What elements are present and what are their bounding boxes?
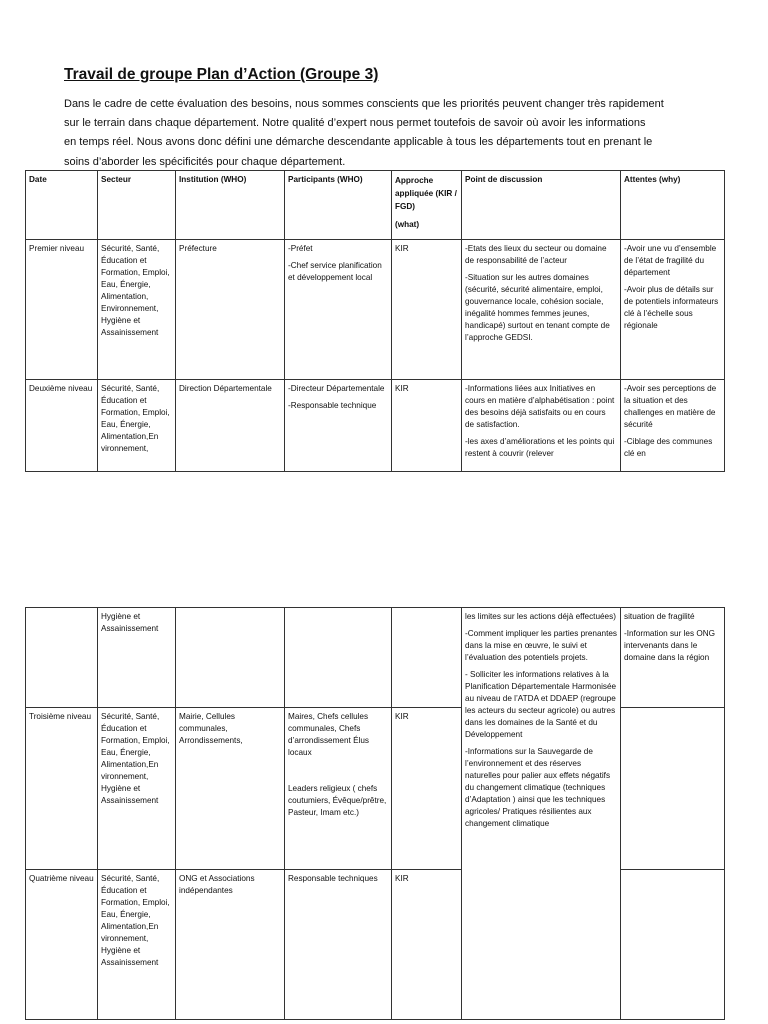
intro-line: en temps réel. Nous avons donc défini une démarche descendante applicable à tous les départements tout en prenant le bbox=[64, 136, 653, 149]
cell-secteur: Sécurité, Santé, Éducation et Formation, Emploi, Eau, Énergie, Alimentation,En vironnement, Hygiène et Assainissement bbox=[98, 708, 176, 870]
cell-attentes bbox=[621, 608, 725, 708]
discussion-point: - Solliciter les informations relatives à la Planification Départementale Harmonisée au niveau de l’ATDA et DDAEP (regroupe les acteurs du secteur agricole) ou autres dans les domaines de la Santé et du Développement bbox=[465, 670, 617, 739]
cell-point-discussion bbox=[462, 608, 621, 1020]
expectation-item: -Avoir ses perceptions de la situation et des challenges en matière de sécurité bbox=[624, 384, 717, 429]
participant-item: Maires, Chefs cellules communales, Chefs d’arrondissement Élus locaux bbox=[288, 712, 370, 757]
header-secteur: Secteur bbox=[98, 171, 176, 240]
intro-line: Dans le cadre de cette évaluation des besoins, nous sommes conscients que les priorités peuvent changer très rapidement bbox=[64, 98, 664, 110]
cell-secteur: Sécurité, Santé, Éducation et Formation, Emploi, Eau, Énergie, Alimentation, Environnement, Hygiène et Assainissement bbox=[98, 240, 176, 380]
discussion-point: -Informations liées aux Initiatives en cours en matière d’alphabétisation : point des besoins déjà satisfaits ou en cours de satisfaction. bbox=[465, 384, 615, 429]
cell-participants bbox=[285, 608, 392, 708]
header-attentes: Attentes (why) bbox=[621, 171, 725, 240]
participant-item: -Préfet bbox=[288, 244, 313, 253]
cell-date: Premier niveau bbox=[26, 240, 98, 380]
header-point-discussion: Point de discussion bbox=[462, 171, 621, 240]
cell-date: Deuxième niveau bbox=[26, 380, 98, 472]
cell-participants bbox=[285, 708, 392, 870]
header-participants: Participants (WHO) bbox=[285, 171, 392, 240]
discussion-point: -Informations sur la Sauvegarde de l’environnement et des réserves naturelles pour palier aux effets négatifs du changement climatique (techniques d’Adaptation ) ainsi que les techniques agricoles/ Pratiques résilientes aux changement climatique bbox=[465, 747, 611, 828]
discussion-point: -les axes d’améliorations et les points qui restent à couvrir (relever bbox=[465, 437, 615, 458]
cell-participants bbox=[285, 380, 392, 472]
table-row bbox=[26, 380, 725, 472]
intro-line: sur le terrain dans chaque département. Notre qualité d’expert nous permet toutefois de savoir où avoir les informations bbox=[64, 117, 646, 130]
cell-approche bbox=[392, 608, 462, 708]
table-row bbox=[26, 708, 725, 870]
cell-attentes bbox=[621, 240, 725, 380]
cell-date: Quatrième niveau bbox=[26, 870, 98, 1020]
secteur-text: Sécurité, Santé, Éducation et Formation, Emploi, Eau, Énergie, Alimentation,En vironnement, bbox=[101, 384, 170, 453]
header-date: Date bbox=[26, 171, 98, 240]
cell-institution: Mairie, Cellules communales, Arrondissements, bbox=[176, 708, 285, 870]
participant-item: -Chef service planification et développement local bbox=[288, 261, 382, 282]
cell-point-discussion bbox=[462, 240, 621, 380]
cell-point-discussion bbox=[462, 380, 621, 472]
discussion-point: -Etats des lieux du secteur ou domaine de responsabilité de l’acteur bbox=[465, 244, 607, 265]
discussion-point: -Situation sur les autres domaines (sécurité, sécurité alimentaire, emploi, gouvernance locale, cohésion sociale, inégalité hommes femmes jeunes, handicapé) surtout en tenant compte de l’approche GEDSI. bbox=[465, 273, 610, 342]
intro-paragraph bbox=[64, 95, 714, 172]
cell-date: Troisième niveau bbox=[26, 708, 98, 870]
participant-item: -Responsable technique bbox=[288, 401, 377, 410]
cell-participants: Responsable techniques bbox=[285, 870, 392, 1020]
expectation-item: -Ciblage des communes clé en bbox=[624, 437, 713, 458]
cell-secteur: Sécurité, Santé, Éducation et Formation, Emploi, Eau, Énergie, Alimentation,En vironnement, Hygiène et Assainissement bbox=[98, 870, 176, 1020]
header-approche-text: Approche appliquée (KIR / FGD) bbox=[395, 176, 457, 211]
cell-institution: Direction Départementale bbox=[176, 380, 285, 472]
cell-approche: KIR bbox=[392, 380, 462, 472]
cell-secteur bbox=[98, 380, 176, 472]
cell-institution: Préfecture bbox=[176, 240, 285, 380]
cell-attentes bbox=[621, 870, 725, 1020]
cell-attentes bbox=[621, 380, 725, 472]
header-institution: Institution (WHO) bbox=[176, 171, 285, 240]
expectation-item: -Avoir plus de détails sur de potentiels informateurs clé à l’échelle sous régionale bbox=[624, 285, 719, 330]
cell-participants bbox=[285, 240, 392, 380]
table-row bbox=[26, 870, 725, 1020]
cell-secteur: Hygiène et Assainissement bbox=[98, 608, 176, 708]
action-plan-table bbox=[25, 170, 725, 472]
header-approche bbox=[392, 171, 462, 240]
cell-approche: KIR bbox=[392, 240, 462, 380]
intro-line: soins d’aborder les spécificités pour chaque département. bbox=[64, 155, 346, 168]
cell-date bbox=[26, 608, 98, 708]
cell-institution: ONG et Associations indépendantes bbox=[176, 870, 285, 1020]
table-header-row bbox=[26, 171, 725, 240]
cell-approche: KIR bbox=[392, 708, 462, 870]
action-plan-table-continued bbox=[25, 607, 725, 1020]
expectation-item: -Information sur les ONG intervenants dans le domaine dans la région bbox=[624, 629, 715, 662]
table-row bbox=[26, 240, 725, 380]
cell-institution bbox=[176, 608, 285, 708]
expectation-item: situation de fragilité bbox=[624, 612, 695, 621]
discussion-point: les limites sur les actions déjà effectuées) bbox=[465, 612, 616, 621]
table-row bbox=[26, 608, 725, 708]
header-approche-what: (what) bbox=[395, 220, 420, 229]
discussion-point: -Comment impliquer les parties prenantes dans la mise en œuvre, le suivi et l’évaluation des potentiels projets. bbox=[465, 629, 617, 662]
cell-approche: KIR bbox=[392, 870, 462, 1020]
participant-item: Leaders religieux ( chefs coutumiers, Évêque/prêtre, Pasteur, Imam etc.) bbox=[288, 784, 387, 817]
discussion-points bbox=[465, 383, 617, 460]
participant-item: -Directeur Départementale bbox=[288, 384, 385, 393]
cell-attentes bbox=[621, 708, 725, 870]
expectation-items bbox=[624, 383, 721, 460]
page-title: Travail de groupe Plan d’Action (Groupe 3) bbox=[64, 66, 379, 83]
expectation-item: -Avoir une vu d’ensemble de l’état de fragilité du département bbox=[624, 244, 717, 277]
